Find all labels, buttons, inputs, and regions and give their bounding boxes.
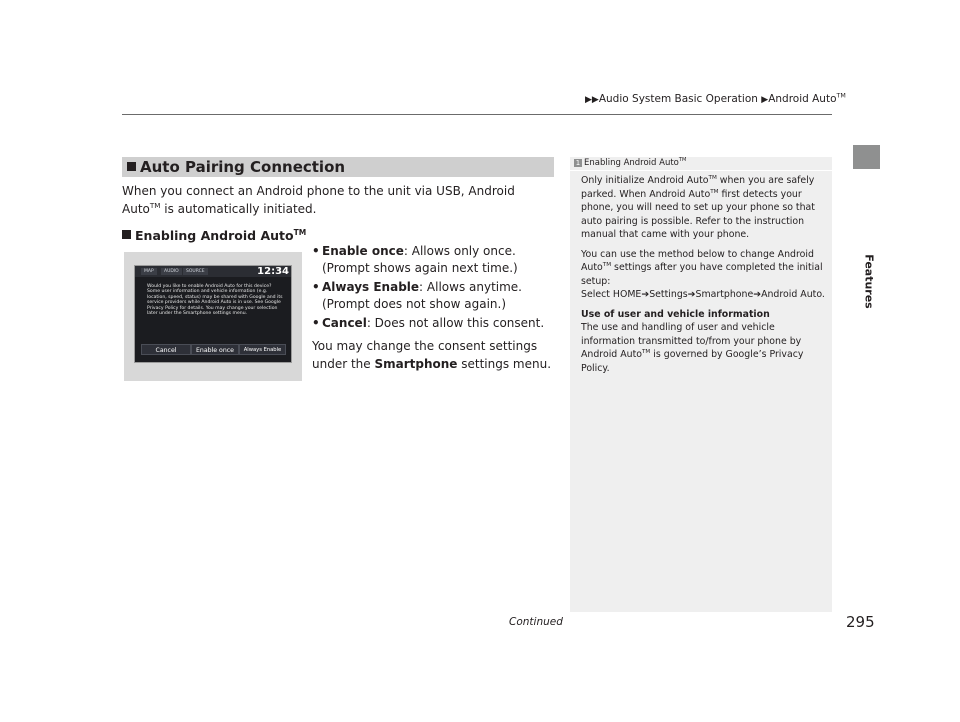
list-item bbox=[312, 243, 552, 277]
sidenote-paragraph bbox=[581, 248, 826, 289]
sidenote-menu-path bbox=[581, 288, 826, 302]
screen-consent-message: Would you like to enable Android Auto for this device? Some user information and vehicle information (e.g. location, speed, status) may be shared with Google and its service providers while Android Auto is in use. See Google Privacy Policy for details. You may change your selection later under the Smartphone settings menu. bbox=[147, 284, 283, 317]
bullet-icon: • bbox=[312, 316, 320, 330]
trademark-mark: TM bbox=[602, 261, 612, 268]
continued-label: Continued bbox=[509, 616, 563, 628]
trademark-mark: TM bbox=[149, 201, 161, 210]
trademark-mark: TM bbox=[708, 174, 717, 181]
sidenote-divider bbox=[570, 170, 832, 171]
arrow-right-icon: ➔ bbox=[753, 289, 762, 300]
sidenote-number: 1 bbox=[575, 159, 581, 167]
bullet-icon: • bbox=[312, 244, 320, 258]
option-desc: : Does not allow this consent. bbox=[366, 316, 545, 330]
list-item bbox=[312, 315, 552, 332]
breadcrumb-arrow-icon: ▶▶ bbox=[585, 95, 599, 105]
screen-always-enable-button: Always Enable bbox=[239, 344, 286, 355]
sidenote-text: You can use the method below to change Android Auto bbox=[581, 248, 814, 273]
option-term: Cancel bbox=[322, 316, 367, 330]
intro-paragraph bbox=[122, 182, 542, 218]
subsection-title-text: Enabling Android Auto bbox=[135, 228, 294, 243]
option-term: Enable once bbox=[322, 244, 404, 258]
header-rule bbox=[122, 114, 832, 115]
intro-text: When you connect an Android phone to the unit via USB, Android Auto bbox=[122, 184, 515, 216]
subsection-title bbox=[122, 228, 306, 243]
screen-top-bar bbox=[135, 266, 291, 277]
option-desc: : Allows anytime. (Prompt does not show again.) bbox=[322, 280, 522, 311]
trademark-mark: TM bbox=[293, 227, 307, 237]
option-desc: : Allows only once. (Prompt shows again next time.) bbox=[322, 244, 518, 275]
screen-tab-map: MAP bbox=[141, 268, 157, 275]
sidenote-subheading: Use of user and vehicle information bbox=[581, 308, 770, 320]
screen-tab-source: SOURCE bbox=[183, 268, 208, 275]
sidenote-body bbox=[581, 174, 826, 381]
arrow-right-icon: ➔ bbox=[687, 289, 696, 300]
list-item bbox=[312, 279, 552, 313]
path-step: Smartphone bbox=[695, 289, 754, 300]
sidenote-text: is governed by Google’s Privacy Policy. bbox=[581, 349, 804, 374]
trademark-mark: TM bbox=[678, 157, 687, 164]
screen-tab-audio: AUDIO bbox=[161, 268, 182, 275]
path-step: Settings bbox=[649, 289, 688, 300]
chapter-label: Features bbox=[862, 254, 876, 309]
section-square-icon bbox=[127, 162, 136, 171]
head-unit-screen bbox=[134, 265, 292, 363]
arrow-right-icon: ➔ bbox=[641, 289, 650, 300]
screen-enable-once-button: Enable once bbox=[191, 344, 239, 355]
trademark-mark: TM bbox=[836, 92, 846, 100]
sidenote-paragraph bbox=[581, 321, 826, 375]
subsection-square-icon bbox=[122, 230, 131, 239]
screen-button-row bbox=[141, 344, 286, 355]
breadcrumb-level1[interactable]: Audio System Basic Operation bbox=[598, 93, 758, 105]
note-text: You may change the consent settings under the bbox=[312, 339, 538, 371]
breadcrumb-arrow-icon: ▶ bbox=[761, 95, 769, 105]
sidenote-text: The use and handling of user and vehicle information transmitted to/from your phone by Android Auto bbox=[581, 322, 802, 360]
note-text-end: settings menu. bbox=[457, 357, 552, 371]
section-title-text: Auto Pairing Connection bbox=[140, 158, 346, 176]
path-step: Android Auto. bbox=[761, 289, 825, 300]
page-number: 295 bbox=[846, 613, 875, 631]
option-term: Always Enable bbox=[322, 280, 420, 294]
path-step: Select HOME bbox=[581, 289, 642, 300]
bullet-icon: • bbox=[312, 280, 320, 294]
breadcrumb bbox=[585, 93, 846, 105]
options-list bbox=[312, 243, 552, 334]
sidenote-text: first detects your phone, you will need to set up your phone so that auto pairing is possible. Refer to the instruction manual that came with your phone. bbox=[581, 188, 815, 240]
sidenote-title: Enabling Android Auto bbox=[584, 158, 679, 168]
sidenote-text: Only initialize Android Auto bbox=[581, 175, 709, 186]
sidenote-text: when you are safely parked. When Android Auto bbox=[581, 175, 815, 200]
sidenote-paragraph bbox=[581, 174, 826, 242]
screen-cancel-button: Cancel bbox=[141, 344, 191, 355]
screen-clock: 12:34 bbox=[257, 266, 289, 277]
trademark-mark: TM bbox=[642, 348, 651, 355]
sidenote-heading bbox=[574, 158, 686, 168]
trademark-mark: TM bbox=[710, 188, 719, 195]
breadcrumb-level2[interactable]: Android Auto bbox=[768, 93, 837, 105]
note-bold: Smartphone bbox=[374, 357, 458, 371]
settings-note bbox=[312, 337, 552, 373]
section-title bbox=[127, 158, 345, 176]
intro-text-end: is automatically initiated. bbox=[160, 202, 317, 216]
sidenote-text: settings after you have completed the initial setup: bbox=[581, 262, 823, 287]
chapter-tab bbox=[853, 145, 880, 169]
